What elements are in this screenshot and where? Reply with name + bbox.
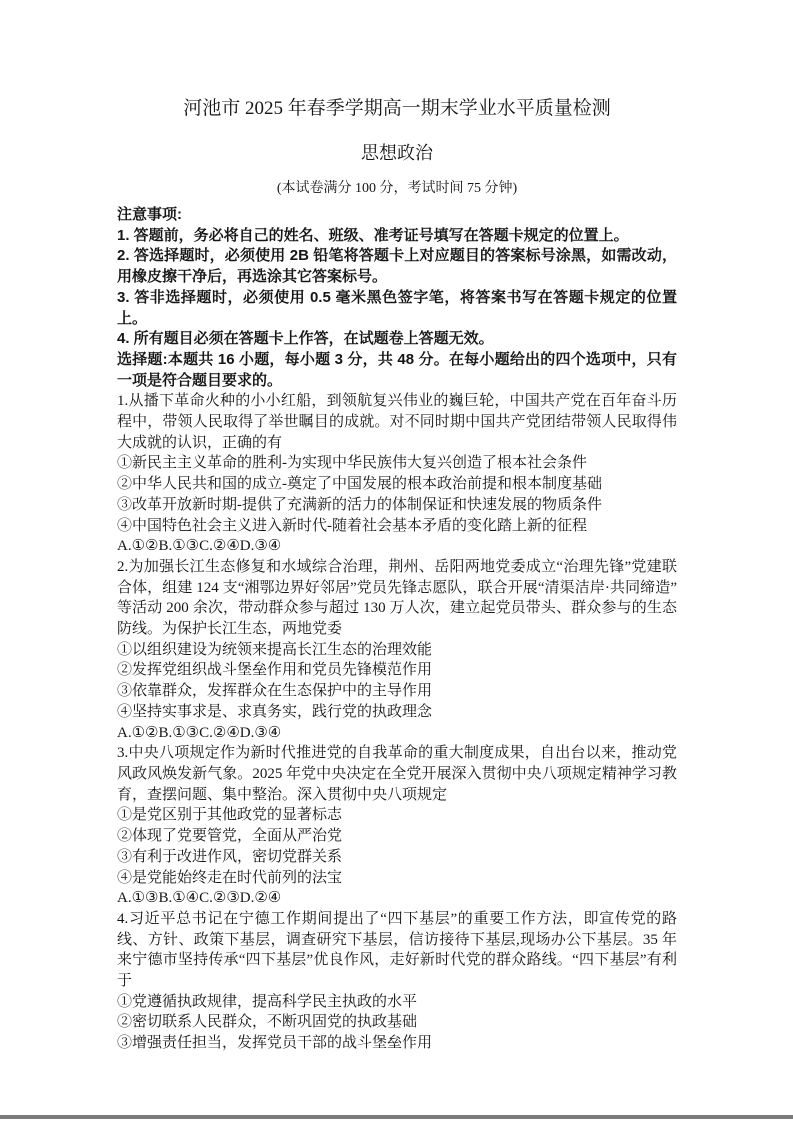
question-2-option-3: ③依靠群众，发挥群众在生态保护中的主导作用 bbox=[117, 683, 433, 700]
page-bottom-divider bbox=[0, 1115, 793, 1119]
question-3-option-3: ③有利于改进作风，密切党群关系 bbox=[117, 848, 343, 865]
question-3 bbox=[117, 743, 677, 909]
question-2-stem: 2.为加强长江生态修复和水域综合治理，荆州、岳阳两地党委成立“治理先锋”党建联合体，组建 124 支“湘鄂边界好邻居”党员先锋志愿队，联合开展“清渠洁岸·共同缔造”等活动 200 余次，带动群众参与超过 130 万人次，建立起党员带头、群众参与的生态防线。为保护长江生态，两地党委 bbox=[117, 558, 677, 638]
question-4 bbox=[117, 909, 677, 1054]
question-3-stem: 3.中央八项规定作为新时代推进党的自我革命的重大制度成果，自出台以来，推动党风政风焕发新气象。2025 年党中央决定在全党开展深入贯彻中央八项规定精神学习教育，查摆问题、集中整治。深入贯彻中央八项规定 bbox=[117, 745, 677, 803]
question-1-option-3: ③改革开放新时期-提供了充满新的活力的体制保证和快速发展的物质条件 bbox=[117, 496, 602, 513]
notice-heading: 注意事项: bbox=[117, 206, 182, 223]
exam-info: (本试卷满分 100 分，考试时间 75 分钟) bbox=[276, 181, 518, 196]
question-3-answer-choices: A.①③B.①④C.②③D.②④ bbox=[117, 890, 282, 907]
notice-item-2: 2. 答选择题时，必须使用 2B 铅笔将答题卡上对应题目的答案标号涂黑，如需改动，用橡皮擦干净后，再选涂其它答案标号。 bbox=[117, 247, 677, 286]
question-1 bbox=[117, 391, 677, 557]
question-4-option-2: ②密切联系人民群众，不断巩固党的执政基础 bbox=[117, 1014, 418, 1031]
question-1-option-1: ①新民主主义革命的胜利-为实现中华民族伟大复兴创造了根本社会条件 bbox=[117, 455, 587, 472]
question-3-option-1: ①是党区别于其他政党的显著标志 bbox=[117, 807, 343, 824]
question-3-option-4: ④是党能始终走在时代前列的法宝 bbox=[117, 869, 343, 886]
question-2-answer-choices: A.①②B.①③C.②④D.③④ bbox=[117, 724, 282, 741]
notice-item-1: 1. 答题前，务必将自己的姓名、班级、准考证号填写在答题卡规定的位置上。 bbox=[117, 226, 629, 244]
notice-item-3: 3. 答非选择题时，必须使用 0.5 毫米黑色签字笔，将答案书写在答题卡规定的位置上。 bbox=[117, 288, 677, 327]
question-4-option-3: ③增强责任担当，发挥党员干部的战斗堡垒作用 bbox=[117, 1035, 433, 1052]
question-1-answer-choices: A.①②B.①③C.②④D.③④ bbox=[117, 538, 282, 555]
question-4-option-1: ①党遵循执政规律，提高科学民主执政的水平 bbox=[117, 993, 418, 1010]
section-instructions: 选择题:本题共 16 小题，每小题 3 分，共 48 分。在每小题给出的四个选项中，只有一项是符合题目要求的。 bbox=[117, 350, 677, 389]
question-3-option-2: ②体现了党要管党，全面从严治党 bbox=[117, 828, 343, 845]
question-2 bbox=[117, 557, 677, 743]
paper-subject: 思想政治 bbox=[361, 143, 433, 163]
notice-item-4: 4. 所有题目必须在答题卡上作答，在试题卷上答题无效。 bbox=[117, 330, 494, 348]
notice-section bbox=[117, 205, 677, 350]
question-1-option-2: ②中华人民共和国的成立-奠定了中国发展的根本政治前提和根本制度基础 bbox=[117, 476, 602, 493]
question-2-option-2: ②发挥党组织战斗堡垒作用和党员先锋模范作用 bbox=[117, 662, 433, 679]
question-1-option-4: ④中国特色社会主义进入新时代-随着社会基本矛盾的变化踏上新的征程 bbox=[117, 517, 587, 534]
question-1-stem: 1.从播下革命火种的小小红船，到领航复兴伟业的巍巨轮，中国共产党在百年奋斗历程中，带领人民取得了举世瞩目的成就。对不同时期中国共产党团结带领人民取得伟大成就的认识，正确的有 bbox=[117, 393, 677, 451]
question-2-option-1: ①以组织建设为统领来提高长江生态的治理效能 bbox=[117, 641, 433, 658]
paper-title: 河池市 2025 年春季学期高一期末学业水平质量检测 bbox=[183, 98, 611, 119]
question-4-stem: 4.习近平总书记在宁德工作期间提出了“四下基层”的重要工作方法，即宣传党的路线、方针、政策下基层，调查研究下基层，信访接待下基层,现场办公下基层。35 年来宁德市坚持传承“四下基层”优良作风，走好新时代党的群众路线。“四下基层”有利于 bbox=[117, 910, 677, 990]
question-2-option-4: ④坚持实事求是、求真务实，践行党的执政理念 bbox=[117, 703, 433, 720]
